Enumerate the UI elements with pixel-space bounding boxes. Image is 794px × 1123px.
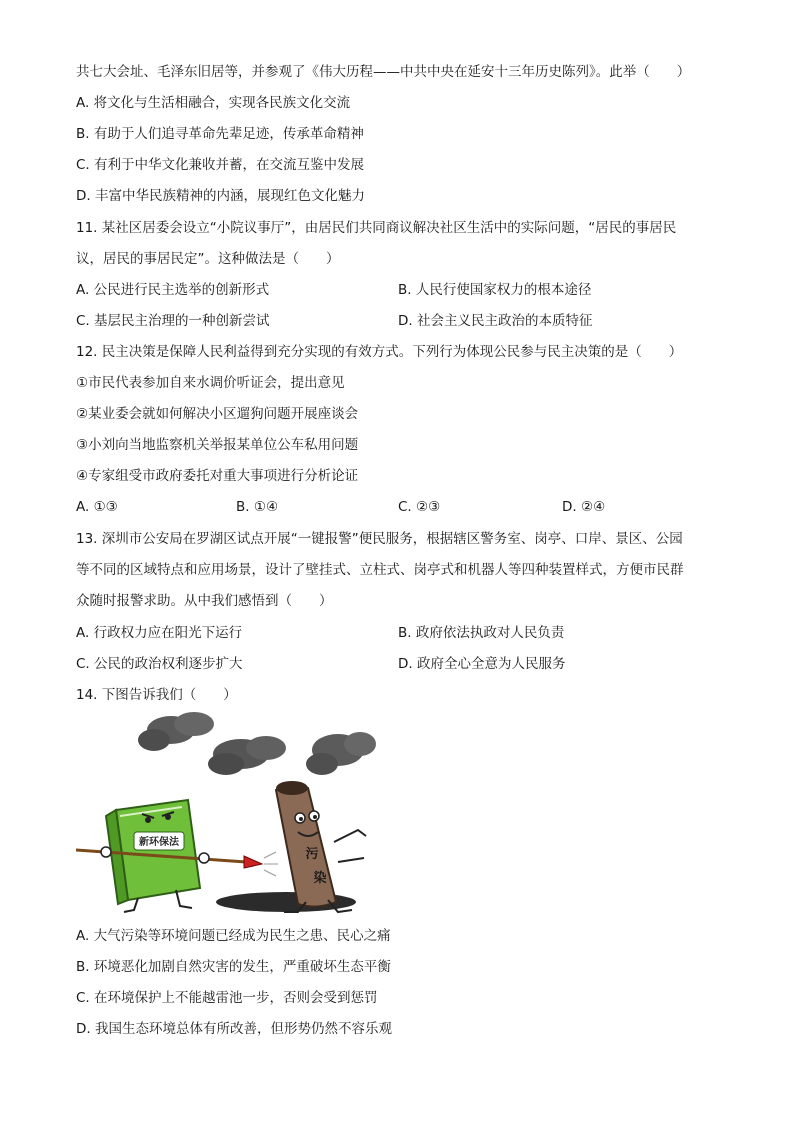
q11-stem-line1: 11. 某社区居委会设立“小院议事厅”，由居民们共同商议解决社区生活中的实际问题，“居民的事居民 xyxy=(76,220,677,236)
q14-option-d[interactable]: D. 我国生态环境总体有所改善，但形势仍然不容乐观 xyxy=(76,1021,392,1037)
q14-option-b[interactable]: B. 环境恶化加剧自然灾害的发生，严重破坏生态平衡 xyxy=(76,959,391,975)
q11-option-b[interactable]: B. 人民行使国家权力的根本途径 xyxy=(398,282,592,298)
q14-option-c[interactable]: C. 在环境保护上不能越雷池一步，否则会受到惩罚 xyxy=(76,990,378,1006)
q14-option-a[interactable]: A. 大气污染等环境问题已经成为民生之患、民心之痛 xyxy=(76,928,391,944)
q10-option-c[interactable]: C. 有利于中华文化兼收并蓄，在交流互鉴中发展 xyxy=(76,157,365,173)
q13-option-a[interactable]: A. 行政权力应在阳光下运行 xyxy=(76,625,243,641)
q12-option-a[interactable]: A. ①③ xyxy=(76,499,118,515)
book-label: 新环保法 xyxy=(139,837,179,848)
cartoon-illustration xyxy=(76,712,376,915)
q13-option-b[interactable]: B. 政府依法执政对人民负责 xyxy=(398,625,565,641)
q11-stem-line2: 议，居民的事居民定”。这种做法是（ ） xyxy=(76,251,340,267)
q10-option-b[interactable]: B. 有助于人们追寻革命先辈足迹，传承革命精神 xyxy=(76,126,364,142)
q12-option-d[interactable]: D. ②④ xyxy=(562,499,606,515)
q13-option-d[interactable]: D. 政府全心全意为人民服务 xyxy=(398,656,566,672)
q10-option-a[interactable]: A. 将文化与生活相融合，实现各民族文化交流 xyxy=(76,95,351,111)
smoke-clouds xyxy=(138,712,376,775)
q12-item-2: ②某业委会就如何解决小区遛狗问题开展座谈会 xyxy=(76,406,359,422)
chimney-label-1: 污 xyxy=(305,847,319,862)
q11-option-c[interactable]: C. 基层民主治理的一种创新尝试 xyxy=(76,313,270,329)
q11-option-d[interactable]: D. 社会主义民主政治的本质特征 xyxy=(398,313,593,329)
pollution-cartoon xyxy=(76,712,376,915)
q12-option-b[interactable]: B. ①④ xyxy=(236,499,279,515)
q12-option-c[interactable]: C. ②③ xyxy=(398,499,441,515)
q13-stem-line3: 众随时报警求助。从中我们感悟到（ ） xyxy=(76,593,333,609)
q10-option-d[interactable]: D. 丰富中华民族精神的内涵，展现红色文化魅力 xyxy=(76,188,365,204)
q10-stem: 共七大会址、毛泽东旧居等，并参观了《伟大历程——中共中央在延安十三年历史陈列》。此举（ ） xyxy=(76,64,691,80)
motion-lines xyxy=(264,852,278,876)
q13-stem-line1: 13. 深圳市公安局在罗湖区试点开展“一键报警”便民服务，根据辖区警务室、岗亭、口岸、景区、公园 xyxy=(76,531,683,547)
q11-option-a[interactable]: A. 公民进行民主选举的创新形式 xyxy=(76,282,270,298)
q13-stem-line2: 等不同的区域特点和应用场景，设计了壁挂式、立柱式、岗亭式和机器人等四种装置样式，方便市民群 xyxy=(76,562,684,578)
q12-item-4: ④专家组受市政府委托对重大事项进行分析论证 xyxy=(76,468,359,484)
q14-stem: 14. 下图告诉我们（ ） xyxy=(76,687,237,703)
chimney-label-2: 染 xyxy=(313,871,327,886)
q12-item-3: ③小刘向当地监察机关举报某单位公车私用问题 xyxy=(76,437,359,453)
q13-option-c[interactable]: C. 公民的政治权利逐步扩大 xyxy=(76,656,243,672)
q12-item-1: ①市民代表参加自来水调价听证会，提出意见 xyxy=(76,375,345,391)
q12-stem: 12. 民主决策是保障人民利益得到充分实现的有效方式。下列行为体现公民参与民主决策的是（ ） xyxy=(76,344,683,360)
